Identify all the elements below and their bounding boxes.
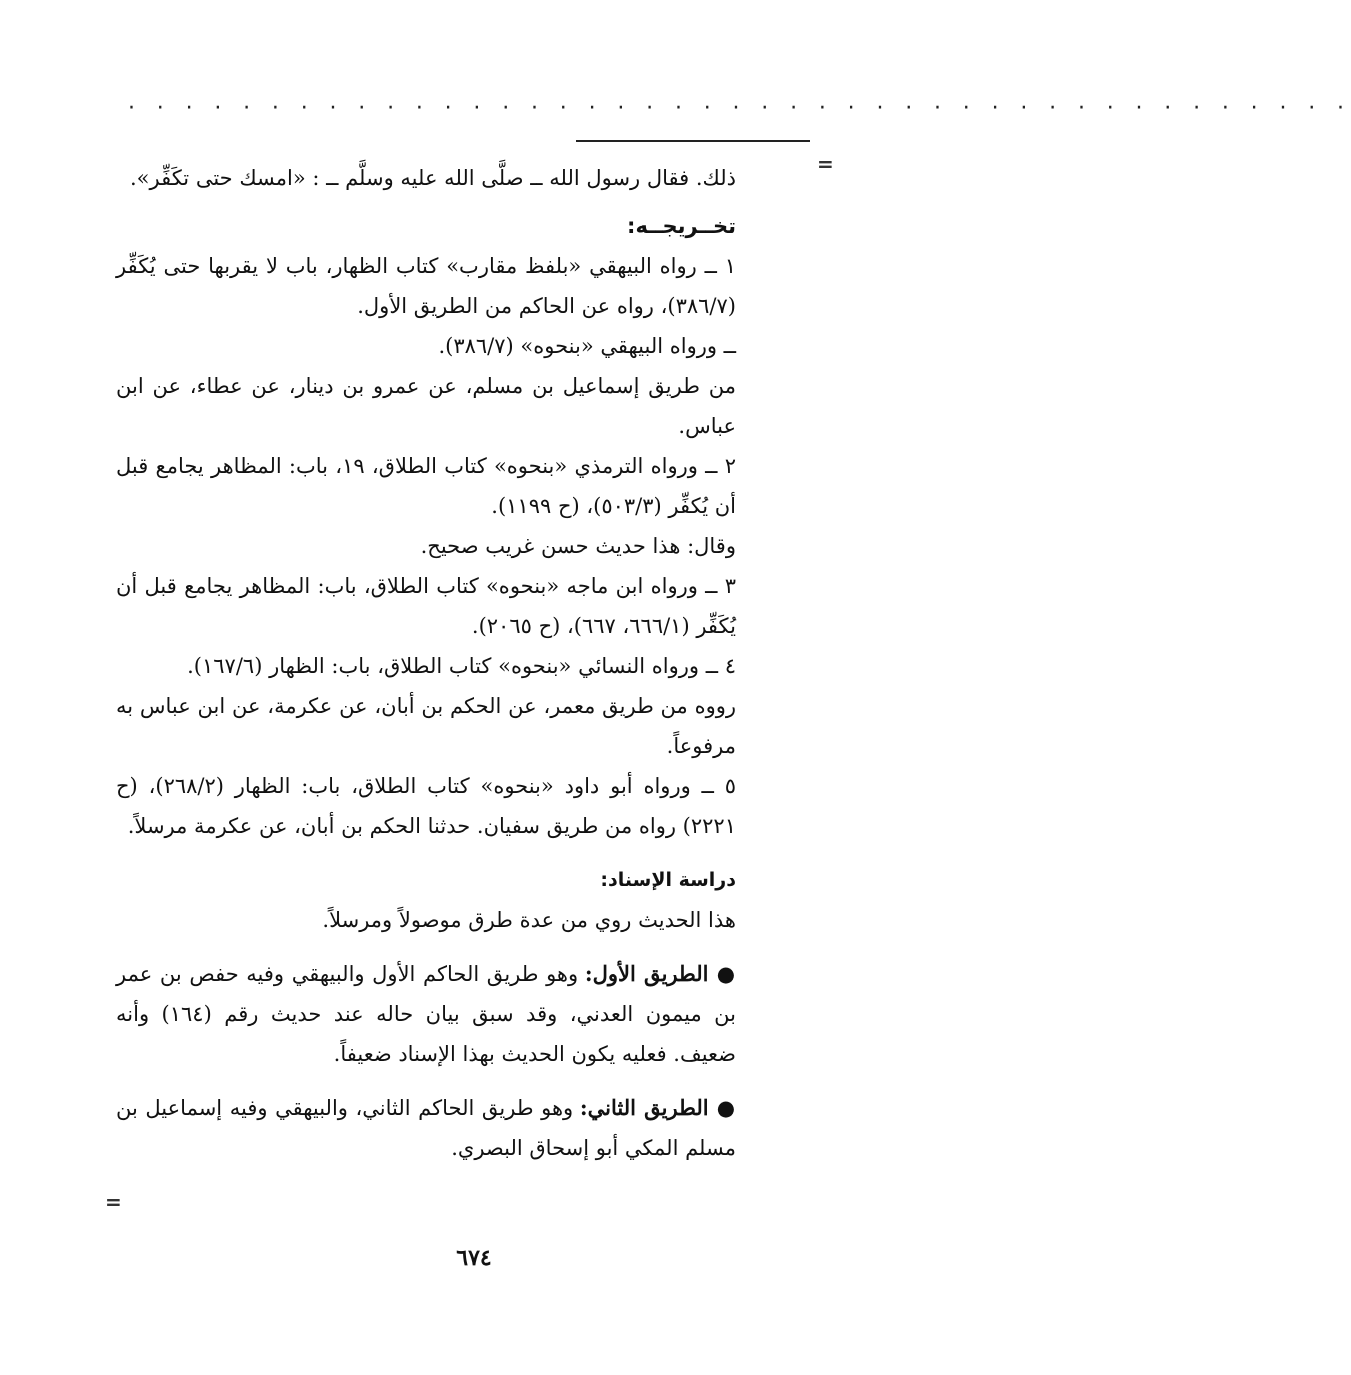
isnad-heading: دراسة الإسناد: (600, 869, 736, 891)
takhrij-paragraph: وقال: هذا حديث حسن غريب صحيح. (420, 534, 736, 558)
dotted-separator: · · · · · · · · · · · · · · · · · · · · · · · · · · · · · · · · · · · · · · · · · · · (128, 96, 1351, 121)
first-route-paragraph (116, 954, 736, 1074)
intro-line: ذلك. فقال رسول الله ــ صلَّى الله عليه وسلَّم ــ : «امسك حتى تكَفِّر». (129, 166, 736, 190)
page-number: ٦٧٤ (456, 1245, 492, 1271)
isnad-summary: هذا الحديث روي من عدة طرق موصولاً ومرسلاً. (322, 908, 736, 932)
first-route-text: وهو طريق الحاكم الأول والبيهقي وفيه حفص بن عمر بن ميمون العدني، وقد سبق بيان حاله عند حديث رقم (١٦٤) وأنه ضعيف. فعليه يكون الحديث بهذا الإسناد ضعيفاً. (116, 962, 736, 1066)
continuation-mark-top: = (817, 152, 834, 176)
top-rule (576, 140, 810, 142)
takhrij-paragraph: رووه من طريق معمر، عن الحكم بن أبان، عن عكرمة، عن ابن عباس به مرفوعاً. (116, 694, 736, 758)
continuation-mark-bottom: = (105, 1190, 122, 1214)
second-route-text: وهو طريق الحاكم الثاني، والبيهقي وفيه إسماعيل بن مسلم المكي أبو إسحاق البصري. (116, 1096, 736, 1160)
takhrij-paragraph: ٥ ــ ورواه أبو داود «بنحوه» كتاب الطلاق، باب: الظهار (٢٦٨/٢)، (ح ٢٢٢١) رواه من طريق سفيان. حدثنا الحكم بن أبان، عن عكرمة مرسلاً. (116, 774, 736, 838)
takhrij-paragraph: ١ ــ رواه البيهقي «بلفظ مقارب» كتاب الظهار، باب لا يقربها حتى يُكَفِّر (٣٨٦/٧)، رواه عن الحاكم من الطريق الأول. (116, 254, 736, 318)
takhrij-paragraph: ٢ ــ ورواه الترمذي «بنحوه» كتاب الطلاق، ١٩، باب: المظاهر يجامع قبل أن يُكفِّر (٥٠٣/٣)، (ح ١١٩٩). (116, 454, 736, 518)
second-route-paragraph (116, 1088, 736, 1168)
takhrij-paragraph: ٤ ــ ورواه النسائي «بنحوه» كتاب الطلاق، باب: الظهار (١٦٧/٦). (187, 654, 736, 678)
takhrij-paragraph: ــ ورواه البيهقي «بنحوه» (٣٨٦/٧). (438, 334, 736, 358)
takhrij-paragraph: ٣ ــ ورواه ابن ماجه «بنحوه» كتاب الطلاق، باب: المظاهر يجامع قبل أن يُكَفِّر (٦٦٦/١، ٦٦٧)، (ح ٢٠٦٥). (116, 574, 736, 638)
takhrij-heading: تخــريجــه: (627, 214, 736, 238)
page-body (116, 158, 736, 1168)
first-route-label: ● الطريق الأول: (584, 961, 736, 986)
takhrij-paragraph: من طريق إسماعيل بن مسلم، عن عمرو بن دينار، عن عطاء، عن ابن عباس. (116, 374, 736, 438)
second-route-label: ● الطريق الثاني: (579, 1095, 736, 1120)
